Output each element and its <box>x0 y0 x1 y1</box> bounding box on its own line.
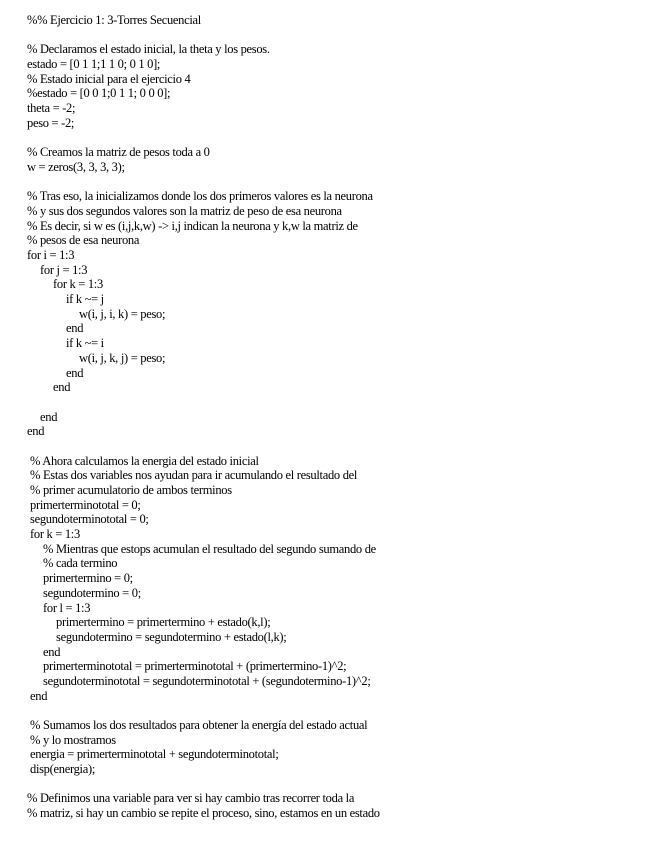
code-listing <box>27 13 380 821</box>
blank-line <box>27 703 380 718</box>
code-line: disp(energia); <box>30 762 95 777</box>
code-line: w(i, j, i, k) = peso; <box>79 306 166 321</box>
code-line: primerterminototal = primerterminototal + (primertermino-1)^2; <box>43 659 347 674</box>
comment-line: % primer acumulatorio de ambos terminos <box>30 483 232 497</box>
comment-line: % Estas dos variables nos ayudan para ir acumulando el resultado del <box>30 468 358 483</box>
code-line: for j = 1:3 <box>40 262 88 277</box>
code-line: for l = 1:3 <box>43 600 91 615</box>
comment-line: % Definimos una variable para ver si hay cambio tras recorrer toda la <box>27 791 355 806</box>
code-line: end <box>30 688 48 703</box>
blank-line <box>27 395 380 410</box>
code-line: if k ~= i <box>66 336 104 351</box>
comment-line: % Es decir, si w es (i,j,k,w) -> i,j indican la neurona y k,w la matriz de <box>27 218 358 233</box>
comment-line: % Tras eso, la inicializamos donde los dos primeros valores es la neurona <box>27 189 373 204</box>
code-line: end <box>27 424 45 439</box>
code-line: primerterminototal = 0; <box>30 497 141 512</box>
code-line: theta = -2; <box>27 101 76 116</box>
comment-line: % Creamos la matriz de pesos toda a 0 <box>27 145 210 160</box>
comment-line: % pesos de esa neurona <box>27 233 140 248</box>
code-line: end <box>53 380 71 395</box>
blank-line <box>27 175 380 190</box>
blank-line <box>27 439 380 454</box>
comment-line: % Estado inicial para el ejercicio 4 <box>27 71 191 86</box>
code-line: for k = 1:3 <box>53 277 103 292</box>
code-line: end <box>43 644 61 659</box>
code-line: segundotermino = segundotermino + estado(l,k); <box>56 629 287 644</box>
code-line: energia = primerterminototal + segundoterminototal; <box>30 747 279 762</box>
code-line: for i = 1:3 <box>27 248 75 262</box>
comment-line: % Sumamos los dos resultados para obtener la energía del estado actual <box>30 718 368 732</box>
comment-line: %estado = [0 0 1;0 1 1; 0 0 0]; <box>27 86 171 101</box>
blank-line <box>27 28 380 43</box>
comment-line: % Ahora calculamos la energia del estado inicial <box>30 453 259 468</box>
comment-line: %% Ejercicio 1: 3-Torres Secuencial <box>27 13 201 27</box>
code-line: w = zeros(3, 3, 3, 3); <box>27 159 125 174</box>
comment-line: % y lo mostramos <box>30 732 116 747</box>
comment-line: % Declaramos el estado inicial, la theta y los pesos. <box>27 42 270 57</box>
comment-line: % y sus dos segundos valores son la matriz de peso de esa neurona <box>27 203 342 218</box>
code-line: peso = -2; <box>27 115 75 130</box>
code-line: end <box>66 365 84 380</box>
code-line: end <box>66 321 84 336</box>
comment-line: % cada termino <box>43 556 118 571</box>
code-line: segundoterminototal = segundoterminototal + (segundotermino-1)^2; <box>43 673 371 688</box>
code-line: end <box>40 409 58 424</box>
code-line: if k ~= j <box>66 292 104 307</box>
code-line: primertermino = primertermino + estado(k,l); <box>56 615 271 630</box>
code-line: primertermino = 0; <box>43 571 133 586</box>
code-line: w(i, j, k, j) = peso; <box>79 350 166 365</box>
comment-line: % matriz, si hay un cambio se repite el proceso, sino, estamos en un estado <box>27 806 380 821</box>
code-line: for k = 1:3 <box>30 527 80 542</box>
code-line: segundoterminototal = 0; <box>30 512 149 527</box>
code-line: segundotermino = 0; <box>43 585 141 600</box>
code-line: estado = [0 1 1;1 1 0; 0 1 0]; <box>27 57 161 72</box>
blank-line <box>27 131 380 146</box>
comment-line: % Mientras que estops acumulan el resultado del segundo sumando de <box>43 541 376 556</box>
blank-line <box>27 777 380 792</box>
